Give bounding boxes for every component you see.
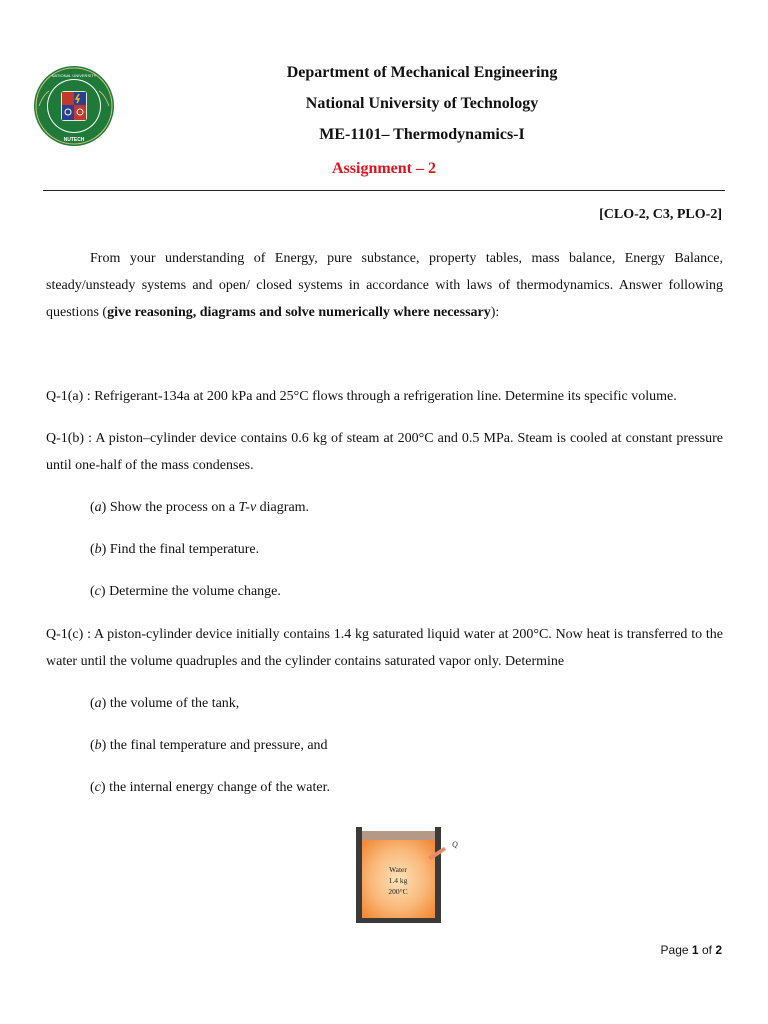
intro-text: From your understanding of Energy, pure substance, property tables, mass balance, Energy Balance, steady/unsteady systems and open/ closed systems in accordance with laws of thermodynamics. Answer following questions ( <box>46 251 723 320</box>
q1c-part-a: (a) the volume of the tank, <box>90 696 240 711</box>
q1c-part-c: (c) the internal energy change of the water. <box>90 780 330 795</box>
assignment-title: Assignment – 2 <box>331 160 436 177</box>
q1b-part-b-label: b <box>94 542 102 557</box>
q1b-part-c: (c) Determine the volume change. <box>90 584 281 599</box>
q1c-part-a-label: a <box>94 696 102 711</box>
q1b-part-a-post: diagram. <box>256 500 310 515</box>
clo-tag: [CLO-2, C3, PLO-2] <box>599 207 722 222</box>
university-title: National University of Technology <box>305 95 539 112</box>
q1b-part-c-text: Determine the volume change. <box>105 584 281 599</box>
footer-of-word: of <box>701 943 712 957</box>
q1c-part-c-label: c <box>94 780 101 795</box>
figure-label-mass: 1.4 kg <box>388 876 408 885</box>
footer-total-pages: 2 <box>715 943 722 957</box>
footer-current-page: 1 <box>691 943 699 957</box>
q1b-part-b: (b) Find the final temperature. <box>90 542 260 557</box>
footer-page-word: Page <box>660 943 689 957</box>
q1c-part-b-text: the final temperature and pressure, and <box>106 738 328 753</box>
piston-cylinder-figure <box>352 823 462 925</box>
course-title: ME-1101– Thermodynamics-I <box>319 126 525 143</box>
q1c-part-c-text: the internal energy change of the water. <box>105 780 330 795</box>
header-divider <box>43 190 725 191</box>
svg-text:NUTECH: NUTECH <box>63 137 85 143</box>
question-1b: Q-1(b) : A piston–cylinder device contains 0.6 kg of steam at 200°C and 0.5 MPa. Steam is cooled at constant pressure until one-half of the mass condenses. <box>46 431 723 473</box>
intro-bold-text: give reasoning, diagrams and solve numerically where necessary <box>107 305 491 320</box>
q1c-part-b: (b) the final temperature and pressure, and <box>90 738 328 753</box>
q1b-part-c-label: c <box>94 584 101 599</box>
intro-end: ): <box>490 305 500 320</box>
figure-label-temp: 200°C <box>388 887 408 896</box>
department-title: Department of Mechanical Engineering <box>286 64 558 81</box>
q1c-part-a-text: the volume of the tank, <box>106 696 240 711</box>
heat-label: Q <box>452 840 458 849</box>
q1b-part-b-text: Find the final temperature. <box>106 542 260 557</box>
svg-text:NATIONAL UNIVERSITY: NATIONAL UNIVERSITY <box>51 73 97 78</box>
page-number <box>661 943 722 957</box>
question-1c: Q-1(c) : A piston-cylinder device initially contains 1.4 kg saturated liquid water at 200°C. Now heat is transferred to the water until the volume quadruples and the cylinder contains saturated vapor only. Determine <box>46 627 723 669</box>
q1b-part-a-pre: Show the process on a <box>106 500 239 515</box>
question-1a: Q-1(a) : Refrigerant-134a at 200 kPa and 25°C flows through a refrigeration line. Determine its specific volume. <box>46 389 677 404</box>
q1b-part-a-italic: T-v <box>238 500 257 515</box>
figure-label-water: Water <box>389 865 407 874</box>
q1b-part-a-label: a <box>94 500 102 515</box>
q1c-part-b-label: b <box>94 738 102 753</box>
intro-paragraph <box>46 245 723 326</box>
q1b-part-a: (a) Show the process on a T-v diagram. <box>90 500 310 515</box>
